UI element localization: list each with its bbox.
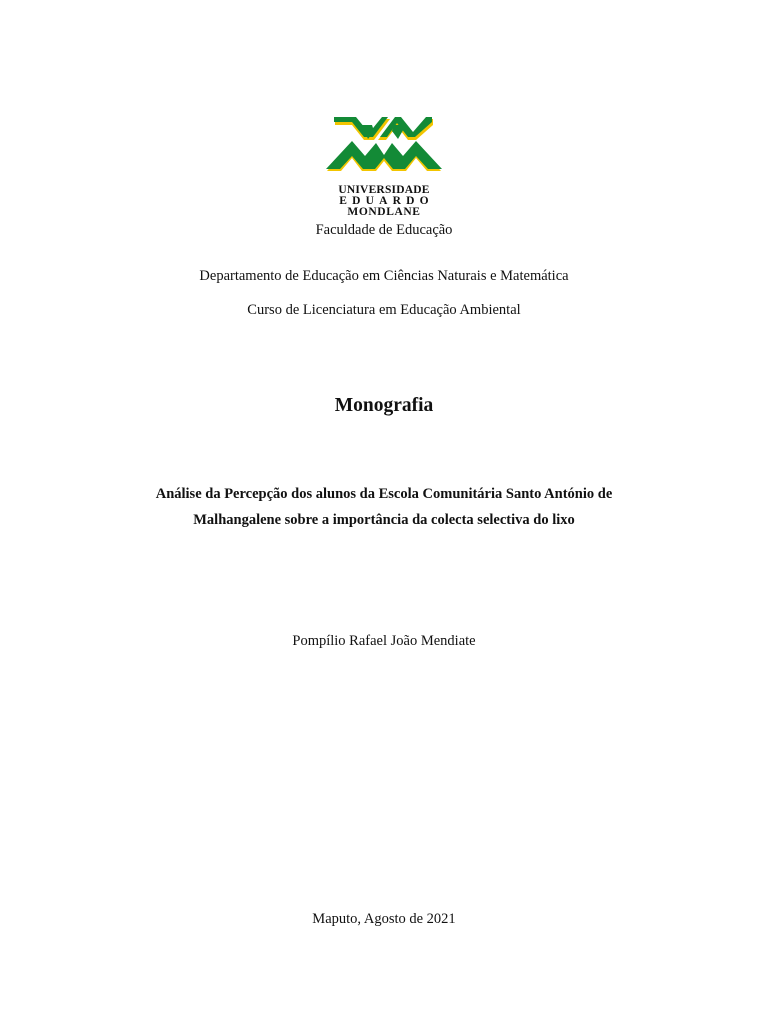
faculty-name: Faculdade de Educação — [315, 222, 453, 238]
department-name: Departamento de Educação em Ciências Naturais e Matemática — [199, 268, 569, 284]
author-name: Pompílio Rafael João Mendiate — [292, 633, 476, 649]
place-and-date: Maputo, Agosto de 2021 — [312, 911, 456, 927]
document-type-heading: Monografia — [334, 395, 434, 416]
university-emblem-icon — [322, 113, 446, 183]
course-name: Curso de Licenciatura em Educação Ambiental — [247, 302, 521, 318]
logo-text-line3: MONDLANE — [347, 206, 421, 218]
thesis-title-line-2: Malhangalene sobre a importância da colecta selectiva do lixo — [193, 512, 575, 528]
logo-text-line2: EDUARDO — [339, 195, 434, 207]
thesis-title-line-1: Análise da Percepção dos alunos da Escola Comunitária Santo António de — [155, 486, 613, 502]
university-logo — [322, 113, 446, 219]
logo-text-line1: UNIVERSIDADE — [338, 184, 430, 196]
